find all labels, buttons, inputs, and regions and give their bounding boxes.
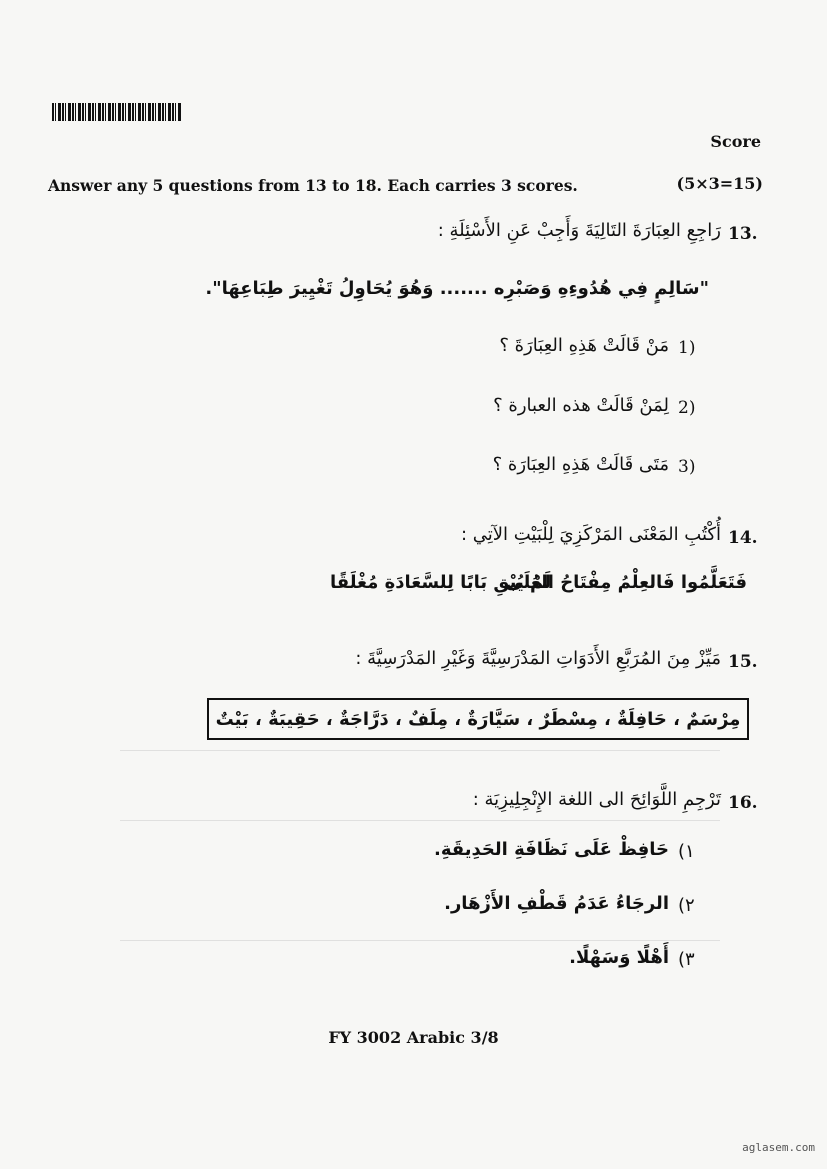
question-13-number: 13. bbox=[728, 224, 758, 244]
question-14-number: 14. bbox=[728, 528, 758, 548]
marks-allocation: (5×3=15) bbox=[676, 174, 763, 193]
q16-sub-3-number: ٣) bbox=[678, 949, 695, 970]
q16-sub-2-text: الرجَاءُ عَدَمُ قَطْفِ الأَزْهَار. bbox=[444, 893, 669, 914]
question-13-quote: "سَالِمٍ فِي هُدُوءِهِ وَصَبْرِه ....... وَهُوَ يُحَاوِلُ تَغْيِيرَ طِبَاعِهَا". bbox=[205, 278, 709, 299]
q13-sub-3-number: 3) bbox=[678, 457, 696, 477]
q13-sub-1-text: مَنْ قَالَتْ هَذِهِ العِبَارَةَ ؟ bbox=[499, 335, 669, 356]
barcode bbox=[52, 103, 182, 121]
question-15-number: 15. bbox=[728, 652, 758, 672]
question-14-verse-second-hemistich: لَمْ يُبْقِ بَابًا لِلسَّعَادَةِ مُغْلَقًا bbox=[330, 572, 551, 593]
word-box bbox=[207, 698, 749, 740]
question-15-prompt: مَيِّزْ مِنَ المُرَبَّعِ الأَدَوَاتِ المَدْرَسِيَّةَ وَغَيْرِ المَدْرَسِيَّةَ : bbox=[355, 648, 721, 669]
word-box-text: مِرْسَمٌ ، حَافِلَةٌ ، مِسْطَرٌ ، سَيَّارَةٌ ، مِلَفٌ ، دَرَّاجَةٌ ، حَقِيبَةٌ ، بَيْتٌ bbox=[215, 708, 741, 730]
page-footer: FY 3002 Arabic 3/8 bbox=[328, 1028, 499, 1047]
q16-sub-2-number: ٢) bbox=[678, 895, 695, 916]
q13-sub-2-text: لِمَنْ قَالَتْ هذه العبارة ؟ bbox=[493, 395, 669, 416]
show-through-line bbox=[120, 940, 720, 941]
q13-sub-3-text: مَتَى قَالَتْ هَذِهِ العِبَارَة ؟ bbox=[492, 454, 669, 475]
question-13-prompt: رَاجِعِ العِبَارَةَ التَالِيَةَ وَأَجِبْ عَنِ الأَسْئِلَةِ : bbox=[437, 220, 721, 241]
instructions: Answer any 5 questions from 13 to 18. Each carries 3 scores. bbox=[48, 176, 578, 195]
q16-sub-1-text: حَافِظْ عَلَى نَظَافَةِ الحَدِيقَةِ. bbox=[434, 839, 669, 860]
q16-sub-3-text: أَهْلًا وَسَهْلًا. bbox=[569, 947, 669, 968]
show-through-line bbox=[120, 820, 720, 821]
question-14-verse-first-hemistich: فَتَعَلَّمُوا فَالعِلْمُ مِفْتَاحُ العُلَى bbox=[505, 572, 747, 593]
question-16-number: 16. bbox=[728, 793, 758, 813]
question-14-prompt: أُكْتُبِ المَعْنَى المَرْكَزِيَ لِلْبَيْتِ الآتِي : bbox=[460, 524, 721, 545]
q16-sub-1-number: ١) bbox=[678, 841, 695, 862]
score-label: Score bbox=[710, 132, 761, 151]
question-16-prompt: تَرْجِمِ اللَّوَائِحَ الى اللغة الإِنْجِلِيزِيَة : bbox=[472, 789, 721, 810]
q13-sub-1-number: 1) bbox=[678, 338, 696, 358]
show-through-line bbox=[120, 750, 720, 751]
watermark: aglasem.com bbox=[742, 1141, 815, 1154]
q13-sub-2-number: 2) bbox=[678, 398, 696, 418]
